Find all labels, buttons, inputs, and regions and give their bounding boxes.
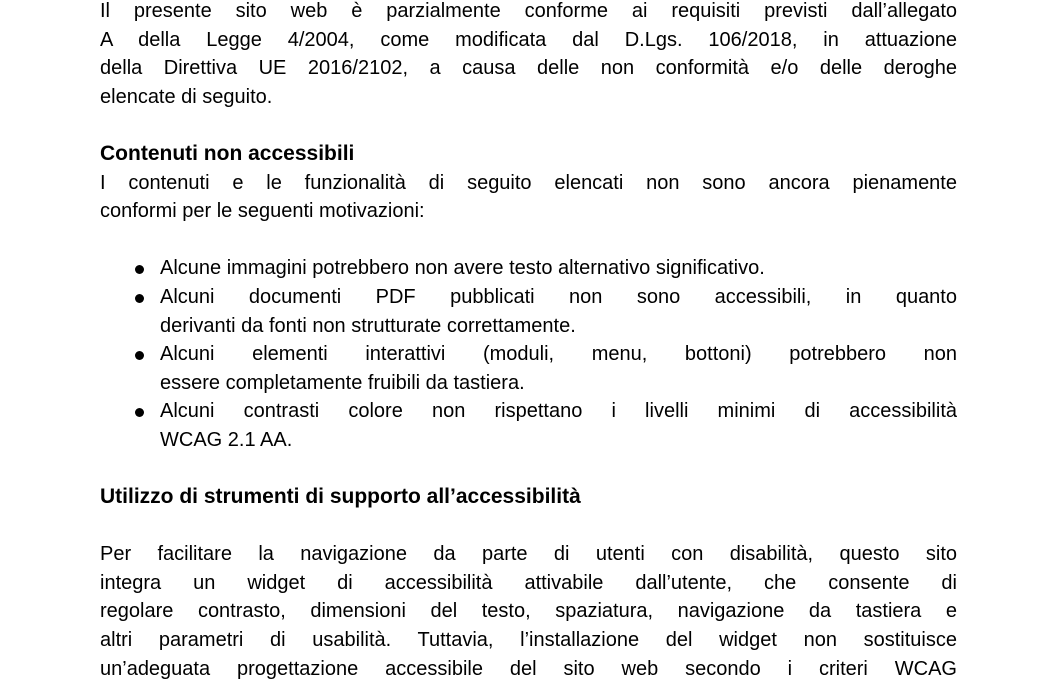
- text-line: Per facilitare la navigazione da parte di utenti con disabilità, questo sito: [100, 543, 957, 566]
- text-line: conformi per le seguenti motivazioni:: [100, 200, 425, 223]
- list-item: [160, 397, 957, 454]
- text-line: Alcuni elementi interattivi (moduli, menu, bottoni) potrebbero non: [160, 343, 957, 366]
- text-line: Il presente sito web è parzialmente conforme ai requisiti previsti dall’allegato: [100, 0, 957, 22]
- bullet-marker-icon: [135, 265, 144, 274]
- document-page: [100, 0, 957, 683]
- text-line: della Direttiva UE 2016/2102, a causa delle non conformità e/o delle deroghe: [100, 57, 957, 80]
- text-line: regolare contrasto, dimensioni del testo, spaziatura, navigazione da tastiera e: [100, 600, 957, 623]
- text-line: derivanti da fonti non strutturate correttamente.: [160, 314, 576, 337]
- paragraph: [100, 169, 957, 226]
- section-heading: [100, 140, 957, 169]
- paragraph: [100, 0, 957, 111]
- text-line: Alcuni documenti PDF pubblicati non sono accessibili, in quanto: [160, 285, 957, 308]
- bullet-marker-icon: [135, 408, 144, 417]
- bullet-marker-icon: [135, 351, 144, 360]
- text-line: un’adeguata progettazione accessibile del sito web secondo i criteri WCAG: [100, 657, 957, 680]
- text-line: altri parametri di usabilità. Tuttavia, l’installazione del widget non sostituisce: [100, 629, 957, 652]
- bulleted-list: [100, 254, 957, 454]
- list-item: [160, 254, 957, 283]
- list-item: [160, 283, 957, 340]
- text-line: Utilizzo di strumenti di supporto all’accessibilità: [100, 485, 581, 509]
- section-heading: [100, 483, 957, 512]
- bullet-marker-icon: [135, 294, 144, 303]
- text-line: WCAG 2.1 AA.: [160, 428, 293, 451]
- text-line: integra un widget di accessibilità attivabile dall’utente, che consente di: [100, 571, 957, 594]
- list-item: [160, 340, 957, 397]
- text-line: Contenuti non accessibili: [100, 141, 355, 165]
- paragraph: [100, 540, 957, 683]
- text-line: essere completamente fruibili da tastiera.: [160, 371, 525, 394]
- text-line: I contenuti e le funzionalità di seguito elencati non sono ancora pienamente: [100, 171, 957, 194]
- text-line: Alcuni contrasti colore non rispettano i livelli minimi di accessibilità: [160, 400, 957, 423]
- text-line: A della Legge 4/2004, come modificata dal D.Lgs. 106/2018, in attuazione: [100, 28, 957, 51]
- text-line: Alcune immagini potrebbero non avere testo alternativo significativo.: [160, 257, 765, 280]
- text-line: elencate di seguito.: [100, 85, 273, 108]
